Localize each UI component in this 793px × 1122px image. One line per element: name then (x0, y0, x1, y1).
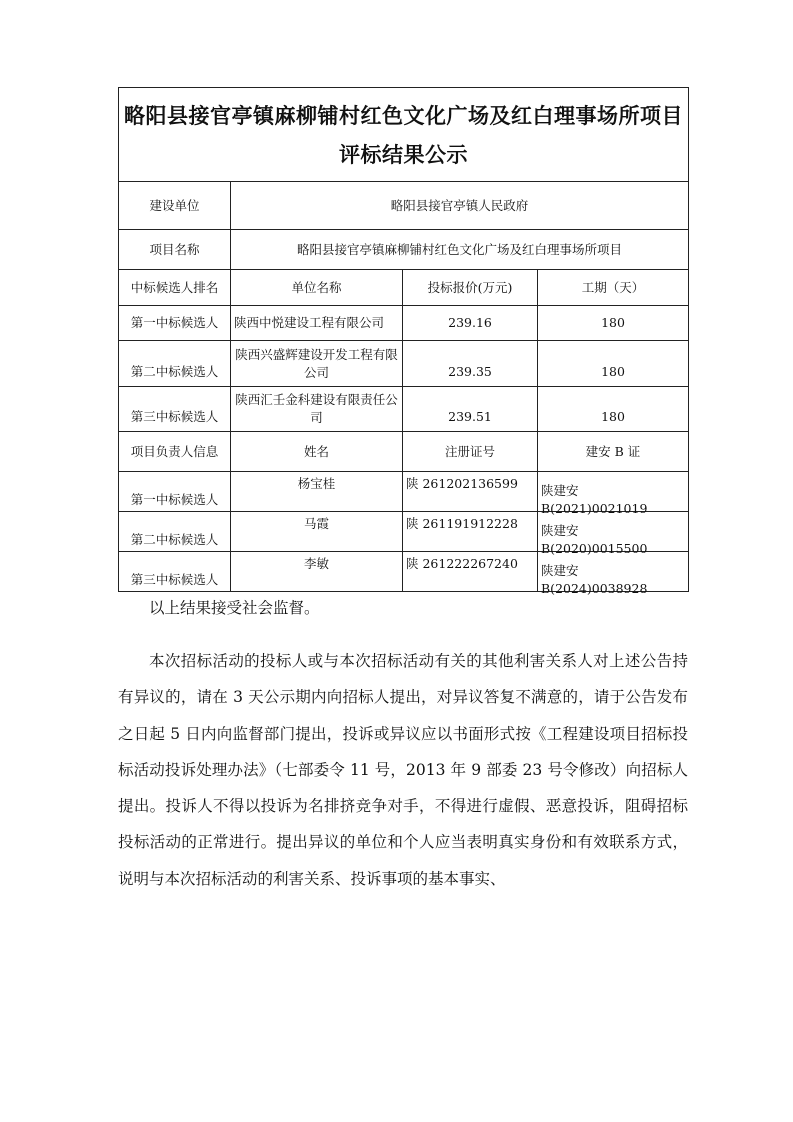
manager-cert (538, 472, 689, 516)
header-name: 姓名 (231, 432, 403, 472)
manager-rank-text: 第二中标候选人 (130, 531, 219, 547)
body-block (118, 643, 688, 897)
manager-rank (119, 512, 231, 552)
manager-cert-text: 陕建安 B(2020)0015500 (541, 522, 648, 556)
project-value: 略阳县接官亭镇麻柳铺村红色文化广场及红白理事场所项目 (231, 230, 689, 270)
table-row (119, 552, 689, 592)
candidate-rank: 第一中标候选人 (119, 306, 231, 341)
header-unit: 单位名称 (231, 270, 403, 306)
manager-name-text: 李敏 (303, 555, 329, 571)
manager-rank-text: 第三中标候选人 (130, 571, 219, 587)
candidate-unit: 陕西中悦建设工程有限公司 (231, 306, 403, 341)
candidate-days (538, 387, 689, 432)
manager-cert (538, 512, 689, 556)
candidate-days-text: 180 (601, 409, 625, 424)
manager-name (231, 472, 403, 512)
candidate-price: 239.16 (403, 306, 538, 341)
notice-block (118, 598, 688, 618)
supervision-notice: 以上结果接受社会监督。 (149, 599, 320, 617)
candidate-rank (119, 341, 231, 387)
owner-value: 略阳县接官亭镇人民政府 (231, 182, 689, 230)
manager-name (231, 552, 403, 592)
candidate-rank (119, 387, 231, 432)
table-row (119, 306, 689, 341)
header-days: 工期（天） (538, 270, 689, 306)
owner-label: 建设单位 (119, 182, 231, 230)
manager-reg (403, 552, 538, 592)
manager-cert-text: 陕建安 B(2021)0021019 (541, 482, 648, 516)
document-title (119, 88, 689, 182)
candidate-days (538, 341, 689, 387)
candidate-price (403, 387, 538, 432)
manager-cert-text: 陕建安 B(2024)0038928 (541, 562, 648, 596)
manager-reg-text: 陕 261222267240 (406, 555, 518, 571)
manager-reg (403, 472, 538, 512)
candidate-rank-text: 第二中标候选人 (130, 363, 219, 379)
candidate-rank-text: 第三中标候选人 (130, 409, 219, 424)
candidate-unit: 陕西汇壬金科建设有限责任公司 (231, 387, 403, 432)
candidate-unit: 陕西兴盛辉建设开发工程有限公司 (231, 341, 403, 387)
title-line-1: 略阳县接官亭镇麻柳铺村红色文化广场及红白理事场所项目 (124, 102, 683, 128)
header-rank: 中标候选人排名 (119, 270, 231, 306)
candidate-days: 180 (538, 306, 689, 341)
header-manager: 项目负责人信息 (119, 432, 231, 472)
bid-result-table (118, 87, 689, 596)
candidate-price-text: 239.35 (448, 363, 492, 379)
manager-name-text: 杨宝桂 (297, 475, 336, 491)
objection-paragraph: 本次招标活动的投标人或与本次招标活动有关的其他利害关系人对上述公告持有异议的，请在 3 天公示期内向招标人提出，对异议答复不满意的，请于公告发布之日起 5 日内向监督部门提出，投诉或异议应以书面形式按《工程建设项目招标投标活动投诉处理办法》（七部委令 11 号，2013 年 9 部委 23 号令修改）向招标人提出。投诉人不得以投诉为名排挤竞争对手，不得进行虚假、恶意投诉，阻碍招标投标活动的正常进行。提出异议的单位和个人应当表明真实身份和有效联系方式，说明与本次招标活动的利害关系、投诉事项的基本事实、 (118, 652, 688, 888)
table-row (119, 341, 689, 387)
manager-reg (403, 512, 538, 552)
candidate-price-text: 239.51 (448, 409, 492, 424)
table-row (119, 387, 689, 432)
candidate-price (403, 341, 538, 387)
manager-rank (119, 472, 231, 512)
manager-name (231, 512, 403, 552)
manager-reg-text: 陕 261202136599 (406, 475, 518, 491)
manager-cert (538, 552, 689, 596)
manager-rank (119, 552, 231, 592)
title-line-2: 评标结果公示 (339, 141, 468, 167)
manager-rank-text: 第一中标候选人 (130, 491, 219, 507)
manager-reg-text: 陕 261191912228 (406, 515, 518, 531)
project-label: 项目名称 (119, 230, 231, 270)
header-cert: 建安 B 证 (538, 432, 689, 472)
candidate-days-text: 180 (601, 363, 625, 379)
table-row (119, 472, 689, 512)
table-row (119, 512, 689, 552)
manager-name-text: 马霞 (303, 515, 329, 531)
header-reg: 注册证号 (403, 432, 538, 472)
header-price: 投标报价(万元) (403, 270, 538, 306)
